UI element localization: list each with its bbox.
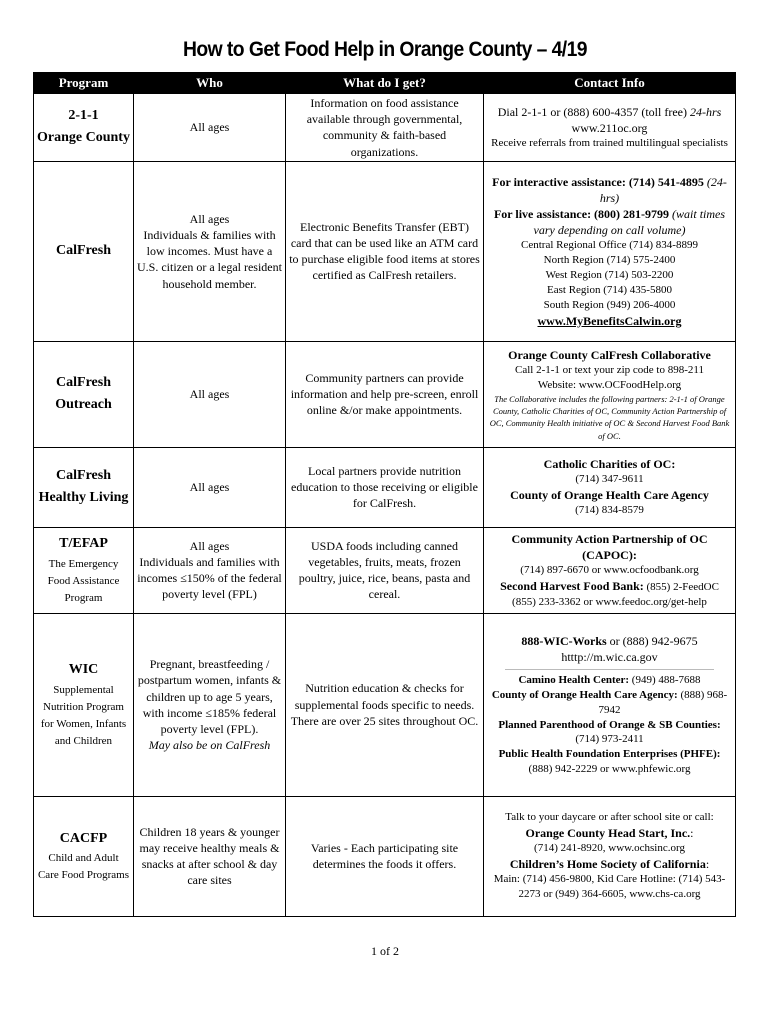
what-cell: USDA foods including canned vegetables, fruits, meats, frozen poultry, juice, rice, beans, pasta and cereal. [286,527,484,613]
who-cell: All ages [134,94,286,162]
contact-cell: For interactive assistance: (714) 541-4895 (24-hrs) For live assistance: (800) 281-9799 (wait times vary depending on call volume) Central Regional Office (714) 834-8899 North Region (714) 575-2400 West Region (714) 503-2200 East Region (714) 435-5800 South Region (949) 206-4000 www.MyBenefitsCalwin.org [484,161,736,341]
table-row [34,94,736,162]
who-cell: All ages [134,447,286,527]
who-cell: Children 18 years & younger may receive healthy meals & snacks at after school & day care sites [134,796,286,916]
contact-cell: Community Action Partnership of OC (CAPOC): (714) 897-6670 or www.ocfoodbank.org Second Harvest Food Bank: (855) 2-FeedOC (855) 233-3362 or www.feedoc.org/get-help [484,527,736,613]
program-cell: CACFP Child and Adult Care Food Programs [34,796,134,916]
table-row [34,796,736,916]
program-cell: CalFresh Healthy Living [34,447,134,527]
program-cell: WIC Supplemental Nutrition Program for Women, Infants and Children [34,613,134,796]
contact-cell: Dial 2-1-1 or (888) 600-4357 (toll free) 24-hrs www.211oc.org Receive referrals from trained multilingual specialists [484,94,736,162]
table-header-row [34,73,736,94]
table-row [34,527,736,613]
header-contact: Contact Info [484,73,736,94]
header-who: Who [134,73,286,94]
table-row [34,341,736,447]
who-cell: All ages Individuals and families with incomes ≤150% of the federal poverty level (FPL) [134,527,286,613]
table-row [34,613,736,796]
contact-cell: Talk to your daycare or after school site or call: Orange County Head Start, Inc.: (714) 241-8920, www.ochsinc.org Children’s Home Society of California: Main: (714) 456-9800, Kid Care Hotline: (714) 543-2273 or (949) 364-6605, www.chs-ca.org [484,796,736,916]
who-cell: Pregnant, breastfeeding / postpartum women, infants & children up to age 5 years, with income ≤185% federal poverty level (FPL). May also be on CalFresh [134,613,286,796]
table-row [34,161,736,341]
what-cell: Nutrition education & checks for supplemental foods specific to needs. There are over 25 sites throughout OC. [286,613,484,796]
what-cell: Community partners can provide information and help pre-screen, enroll online &/or make appointments. [286,341,484,447]
website-link[interactable]: www.211oc.org [571,120,648,135]
divider [505,669,714,670]
who-cell: All ages Individuals & families with low incomes. Must have a U.S. citizen or a legal resident household member. [134,161,286,341]
page-number: 1 of 2 [371,944,399,958]
contact-cell: Orange County CalFresh Collaborative Call 2-1-1 or text your zip code to 898-211 Website: www.OCFoodHelp.org The Collaborative includes the following partners: 2-1-1 of Orange County, Catholic Charities of OC, Community Action Partnership of OC, Community Health initiative of OC & Second Harvest Food Bank of OC. [484,341,736,447]
program-cell: CalFresh [34,161,134,341]
what-cell: Information on food assistance available through governmental, community & faith-based organizations. [286,94,484,162]
contact-cell: Catholic Charities of OC: (714) 347-9611 County of Orange Health Care Agency (714) 834-8579 [484,447,736,527]
website-link[interactable]: Website: www.OCFoodHelp.org [537,378,682,391]
page-title: How to Get Food Help in Orange County – 4/19 [182,38,587,61]
program-cell: 2-1-1 Orange County [34,94,134,162]
who-cell: All ages [134,341,286,447]
website-link[interactable]: htttp://m.wic.ca.gov [561,649,658,664]
program-cell: T/EFAP The Emergency Food Assistance Program [34,527,134,613]
contact-cell: 888-WIC-Works or (888) 942-9675 htttp://m.wic.ca.gov Camino Health Center: (949) 488-7688 County of Orange Health Care Agency: (888) 968-7942 Planned Parenthood of Orange & SB Counties: (714) 973-2411 Public Health Foundation Enterprises (PHFE): (888) 942-2229 or www.phfewic.org [484,613,736,796]
program-cell: CalFresh Outreach [34,341,134,447]
table-row [34,447,736,527]
food-help-table [33,72,736,917]
what-cell: Varies - Each participating site determines the foods it offers. [286,796,484,916]
what-cell: Local partners provide nutrition education to those receiving or eligible for CalFresh. [286,447,484,527]
header-program: Program [34,73,134,94]
website-link[interactable]: www.MyBenefitsCalwin.org [537,313,682,328]
what-cell: Electronic Benefits Transfer (EBT) card that can be used like an ATM card to purchase eligible food items at stores certified as CalFresh retailers. [286,161,484,341]
header-what: What do I get? [286,73,484,94]
